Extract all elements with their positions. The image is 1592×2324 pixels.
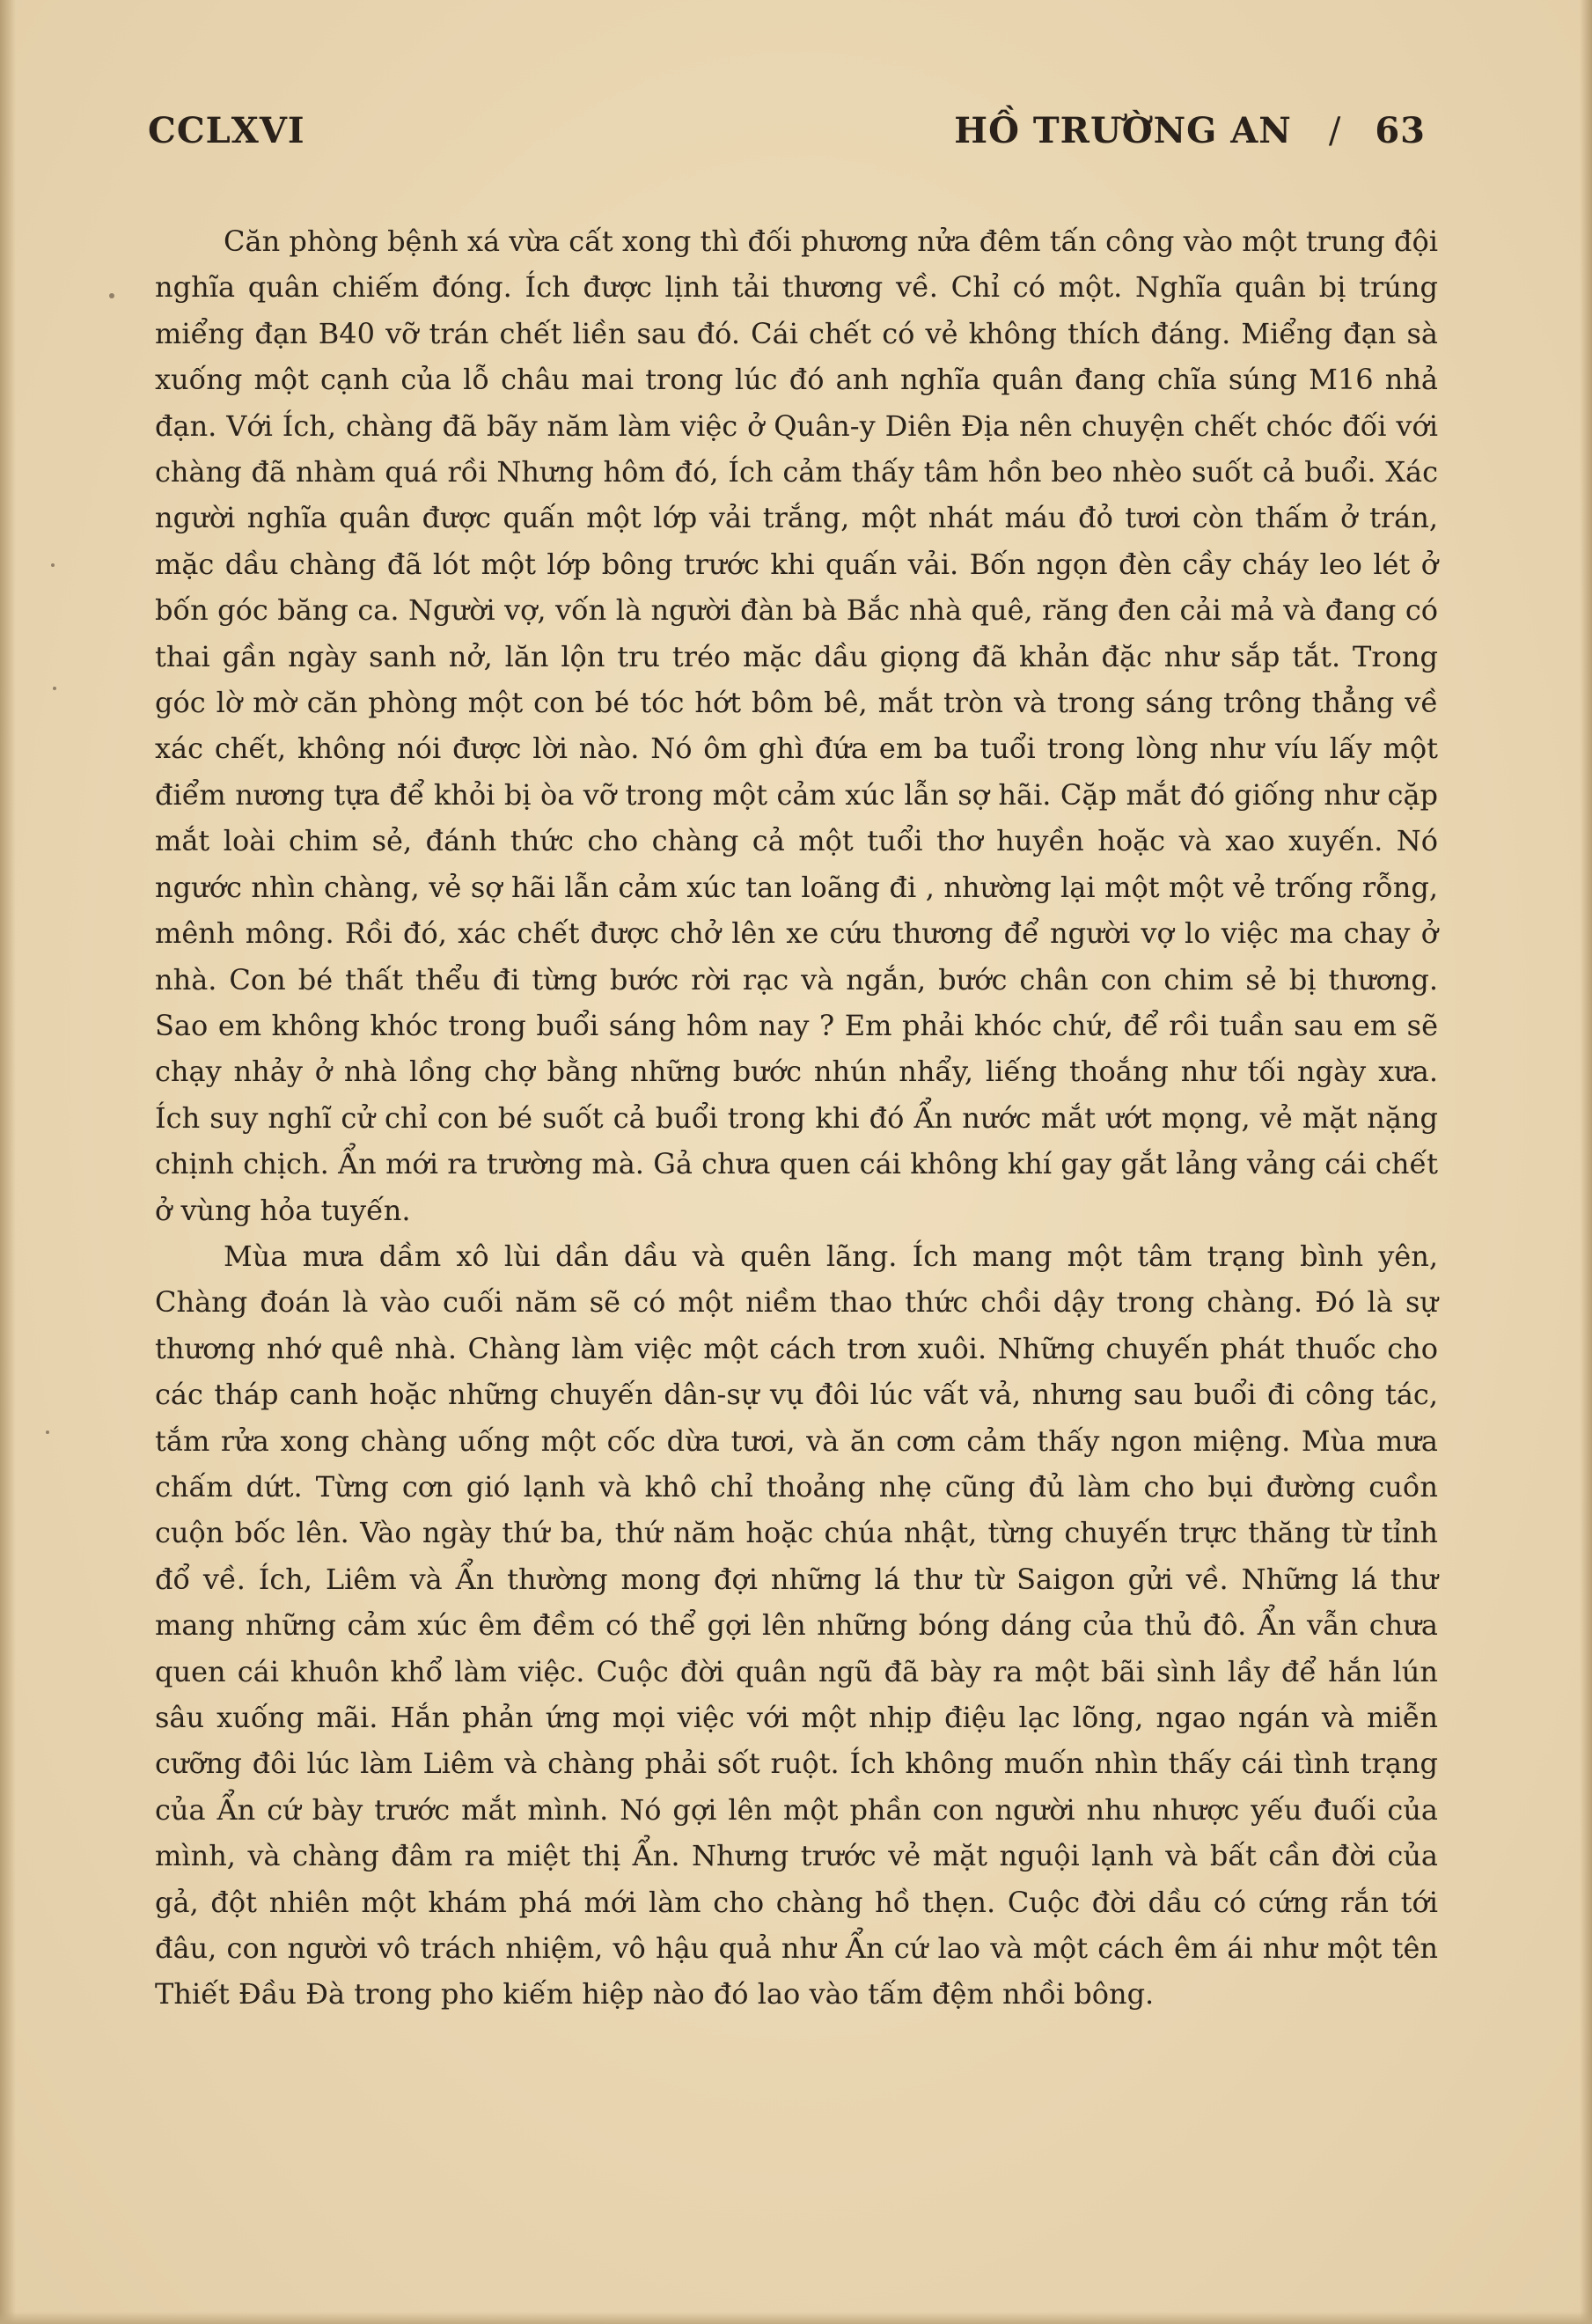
- margin-dot: [53, 687, 56, 690]
- paragraph: Mùa mưa dầm xô lùi dần dầu và quên lãng. Ích mang một tâm trạng bình yên, Chàng đoán là vào cuối năm sẽ có một niềm thao thức chồi dậy trong chàng. Đó là sự thương nhớ quê nhà. Chàng làm việc một cách trơn xuôi. Những chuyến phát thuốc cho các tháp canh hoặc những chuyến dân-sự vụ đôi lúc vất vả, nhưng sau buổi đi công tác, tắm rửa xong chàng uống một cốc dừa tươi, và ăn cơm cảm thấy ngon miệng. Mùa mưa chấm dứt. Từng cơn gió lạnh và khô chỉ thoảng nhẹ cũng đủ làm cho bụi đường cuồn cuộn bốc lên. Vào ngày thứ ba, thứ năm hoặc chúa nhật, từng chuyến trực thăng từ tỉnh đổ về. Ích, Liêm và Ẩn thường mong đợi những lá thư từ Saigon gửi về. Những lá thư mang những cảm xúc êm đềm có thể gợi lên những bóng dáng của thủ đô. Ẩn vẫn chưa quen cái khuôn khổ làm việc. Cuộc đời quân ngũ đã bày ra một bãi sình lầy để hắn lún sâu xuống mãi. Hắn phản ứng mọi việc với một nhịp điệu lạc lõng, ngao ngán và miễn cưỡng đôi lúc làm Liêm và chàng phải sốt ruột. Ích không muốn nhìn thấy cái tình trạng của Ẩn cứ bày trước mắt mình. Nó gợi lên một phần con người nhu nhược yếu đuối của mình, và chàng đâm ra miệt thị Ẩn. Nhưng trước vẻ mặt nguội lạnh và bất cần đời của gả, đột nhiên một khám phá mới làm cho chàng hồ thẹn. Cuộc đời dầu có cứng rắn tới đâu, con người vô trách nhiệm, vô hậu quả như Ẩn cứ lao và một cách êm ái như một tên Thiết Đầu Đà trong pho kiếm hiệp nào đó lao vào tấm đệm nhồi bông.: [155, 1239, 1438, 2011]
- margin-dot: [109, 293, 114, 298]
- page-header: [148, 110, 1426, 159]
- margin-dot: [46, 1430, 49, 1434]
- folio-number: CCLXVI: [148, 110, 305, 151]
- page-edge-left: [0, 0, 16, 2324]
- body-text: [155, 218, 1438, 2018]
- running-head: [954, 110, 1426, 151]
- header-separator: /: [1328, 111, 1342, 151]
- page-edge-bottom: [0, 2312, 1592, 2324]
- page-number: 63: [1375, 110, 1426, 151]
- margin-dot: [51, 563, 55, 567]
- author-name: HỒ TRƯỜNG AN: [954, 110, 1292, 151]
- page-edge-right: [1580, 0, 1592, 2324]
- paragraph: Căn phòng bệnh xá vừa cất xong thì đối phương nửa đêm tấn công vào một trung đội nghĩa quân chiếm đóng. Ích được lịnh tải thương về. Chỉ có một. Nghĩa quân bị trúng miểng đạn B40 vỡ trán chết liền sau đó. Cái chết có vẻ không thích đáng. Miểng đạn sà xuống một cạnh của lỗ châu mai trong lúc đó anh nghĩa quân đang chĩa súng M16 nhả đạn. Với Ích, chàng đã bãy năm làm việc ở Quân-y Diên Địa nên chuyện chết chóc đối với chàng đã nhàm quá rồi Nhưng hôm đó, Ích cảm thấy tâm hồn beo nhèo suốt cả buổi. Xác người nghĩa quân được quấn một lớp vải trắng, một nhát máu đỏ tươi còn thấm ở trán, mặc dầu chàng đã lót một lớp bông trước khi quấn vải. Bốn ngọn đèn cầy cháy leo lét ở bốn góc băng ca. Người vợ, vốn là người đàn bà Bắc nhà quê, răng đen cải mả và đang có thai gần ngày sanh nở, lăn lộn tru tréo mặc dầu giọng đã khản đặc như sắp tắt. Trong góc lờ mờ căn phòng một con bé tóc hớt bôm bê, mắt tròn và trong sáng trông thẳng về xác chết, không nói được lời nào. Nó ôm ghì đứa em ba tuổi trong lòng như víu lấy một điểm nương tựa để khỏi bị òa vỡ trong một cảm xúc lẫn sợ hãi. Cặp mắt đó giống như cặp mắt loài chim sẻ, đánh thức cho chàng cả một tuổi thơ huyền hoặc và xao xuyến. Nó ngước nhìn chàng, vẻ sợ hãi lẫn cảm xúc tan loãng đi , nhường lại một một vẻ trống rỗng, mênh mông. Rồi đó, xác chết được chở lên xe cứu thương để người vợ lo việc ma chay ở nhà. Con bé thất thểu đi từng bước rời rạc và ngắn, bước chân con chim sẻ bị thương. Sao em không khóc trong buổi sáng hôm nay ? Em phải khóc chứ, để rồi tuần sau em sẽ chạy nhảy ở nhà lồng chợ bằng những bước nhún nhẩy, liếng thoắng như tối ngày xưa. Ích suy nghĩ cử chỉ con bé suốt cả buổi trong khi đó Ẩn nước mắt ướt mọng, vẻ mặt nặng chịnh chịch. Ẩn mới ra trường mà. Gả chưa quen cái không khí gay gắt lảng vảng cái chết ở vùng hỏa tuyến.: [155, 224, 1438, 1227]
